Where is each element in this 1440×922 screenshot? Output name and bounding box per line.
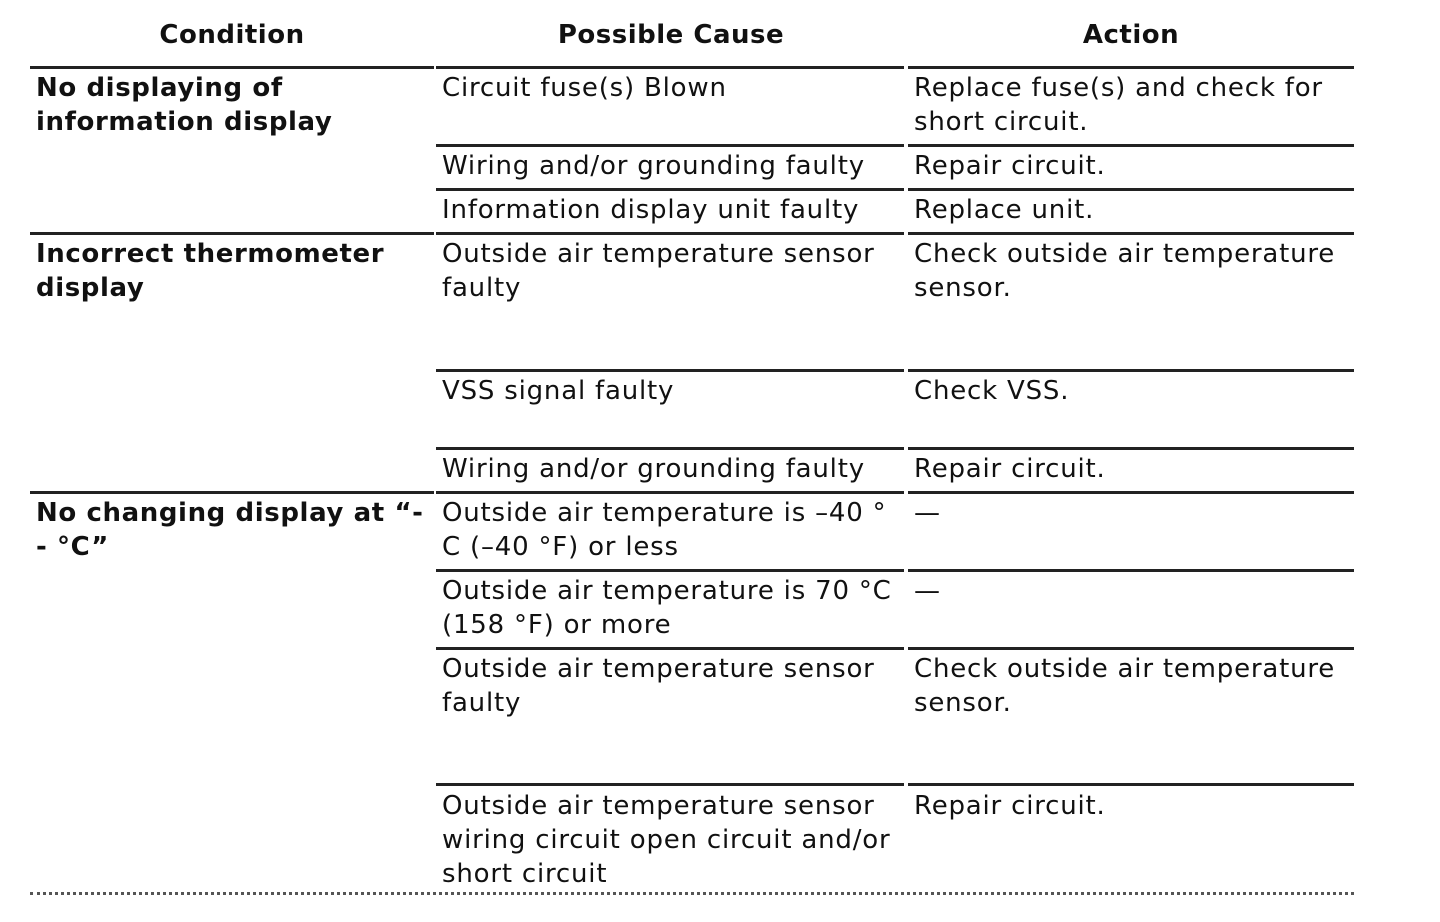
action-cell: —: [914, 576, 941, 606]
cause-cell: Outside air temperature sensor faulty: [442, 654, 875, 718]
cause-cell: Wiring and/or grounding faulty: [442, 454, 865, 484]
group-rule: [436, 491, 904, 494]
row-rule: [908, 188, 1354, 191]
table-bottom-rule: [30, 892, 1354, 895]
group-rule: [436, 232, 904, 235]
cause-cell: Outside air temperature sensor faulty: [442, 239, 875, 303]
row-rule: [908, 647, 1354, 650]
header-action: Action: [1082, 20, 1180, 50]
row-rule: [436, 188, 904, 191]
row-rule: [436, 783, 904, 786]
action-cell: Check outside air temperature sensor.: [914, 654, 1336, 718]
condition-cell: No displaying of information display: [36, 73, 333, 137]
action-cell: Repair circuit.: [914, 151, 1106, 181]
header-rule-condition: [30, 66, 434, 69]
cause-cell: Outside air temperature sensor wiring circuit open circuit and/or short circuit: [442, 791, 891, 889]
cause-cell: VSS signal faulty: [442, 376, 675, 406]
row-rule: [436, 569, 904, 572]
group-rule: [908, 232, 1354, 235]
row-rule: [436, 144, 904, 147]
cause-cell: Outside air temperature is –40 ° C (–40 °F) or less: [442, 498, 887, 562]
action-cell: Repair circuit.: [914, 791, 1106, 821]
condition-cell: No changing display at “- - °C”: [36, 498, 424, 562]
action-cell: Check VSS.: [914, 376, 1070, 406]
action-cell: Replace fuse(s) and check for short circuit.: [914, 73, 1323, 137]
action-cell: Repair circuit.: [914, 454, 1106, 484]
header-condition: Condition: [159, 20, 305, 50]
row-rule: [908, 447, 1354, 450]
row-rule: [436, 447, 904, 450]
group-rule: [908, 491, 1354, 494]
action-cell: Check outside air temperature sensor.: [914, 239, 1336, 303]
group-rule: [30, 232, 434, 235]
row-rule: [908, 569, 1354, 572]
cause-cell: Wiring and/or grounding faulty: [442, 151, 865, 181]
header-rule-cause: [436, 66, 904, 69]
condition-cell: Incorrect thermometer display: [36, 239, 385, 303]
cause-cell: Outside air temperature is 70 °C (158 °F) or more: [442, 576, 892, 640]
group-rule: [30, 491, 434, 494]
action-cell: Replace unit.: [914, 195, 1095, 225]
row-rule: [908, 783, 1354, 786]
row-rule: [908, 369, 1354, 372]
header-possible-cause: Possible Cause: [557, 20, 785, 50]
cause-cell: Circuit fuse(s) Blown: [442, 73, 727, 103]
cause-cell: Information display unit faulty: [442, 195, 860, 225]
row-rule: [908, 144, 1354, 147]
row-rule: [436, 369, 904, 372]
row-rule: [436, 647, 904, 650]
header-rule-action: [908, 66, 1354, 69]
action-cell: —: [914, 498, 941, 528]
